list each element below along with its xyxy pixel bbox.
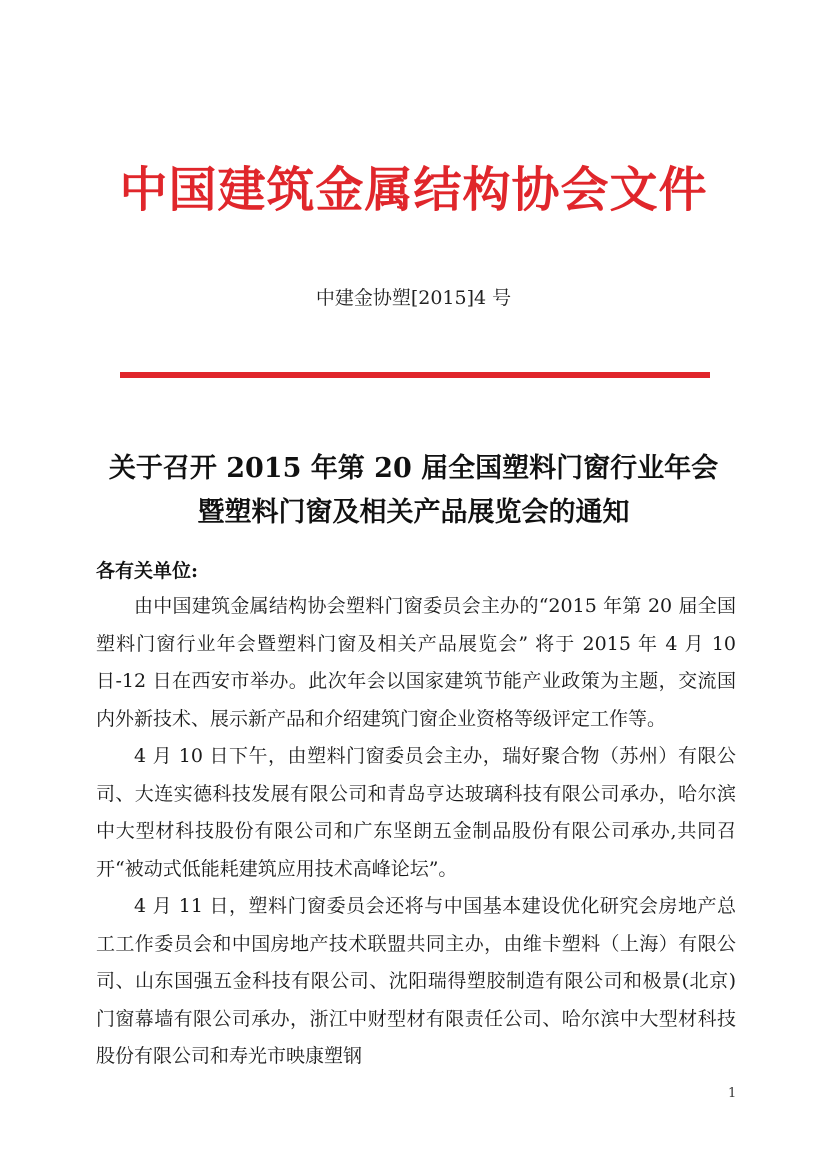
- body-paragraph-3: 4 月 11 日，塑料门窗委员会还将与中国基本建设优化研究会房地产总工工作委员会和中国房地产技术联盟共同主办，由维卡塑料（上海）有限公司、山东国强五金科技有限公司、沈阳瑞得塑胶制造有限公司和极景(北京)门窗幕墙有限公司承办，浙江中财型材有限责任公司、哈尔滨中大型材科技股份有限公司和寿光市映康塑钢: [96, 895, 736, 1067]
- red-divider-rule: [120, 372, 710, 378]
- salutation: 各有关单位:: [96, 560, 199, 582]
- masthead-title: 中国建筑金属结构协会文件: [119, 162, 708, 218]
- document-number: 中建金协塑[2015]4 号: [315, 287, 512, 309]
- notice-title-line-2: 暨塑料门窗及相关产品展览会的通知: [197, 497, 630, 528]
- notice-title: [60, 447, 767, 535]
- body-paragraph-1: 由中国建筑金属结构协会塑料门窗委员会主办的“2015 年第 20 届全国塑料门窗行业年会暨塑料门窗及相关产品展览会” 将于 2015 年 4 月 10 日-12 日在西安市举办。此次年会以国家建筑节能产业政策为主题，交流国内外新技术、展示新产品和介绍建筑门窗企业资格等级评定工作等。: [96, 595, 736, 730]
- body-paragraph-2: 4 月 10 日下午，由塑料门窗委员会主办，瑞好聚合物（苏州）有限公司、大连实德科技发展有限公司和青岛亨达玻璃科技有限公司承办，哈尔滨中大型材科技股份有限公司和广东坚朗五金制品股份有限公司承办,共同召开“被动式低能耗建筑应用技术高峰论坛”。: [96, 745, 736, 880]
- page-number: 1: [728, 1086, 737, 1101]
- notice-body: [96, 588, 736, 1076]
- notice-title-line-1: 关于召开 2015 年第 20 届全国塑料门窗行业年会: [108, 453, 719, 484]
